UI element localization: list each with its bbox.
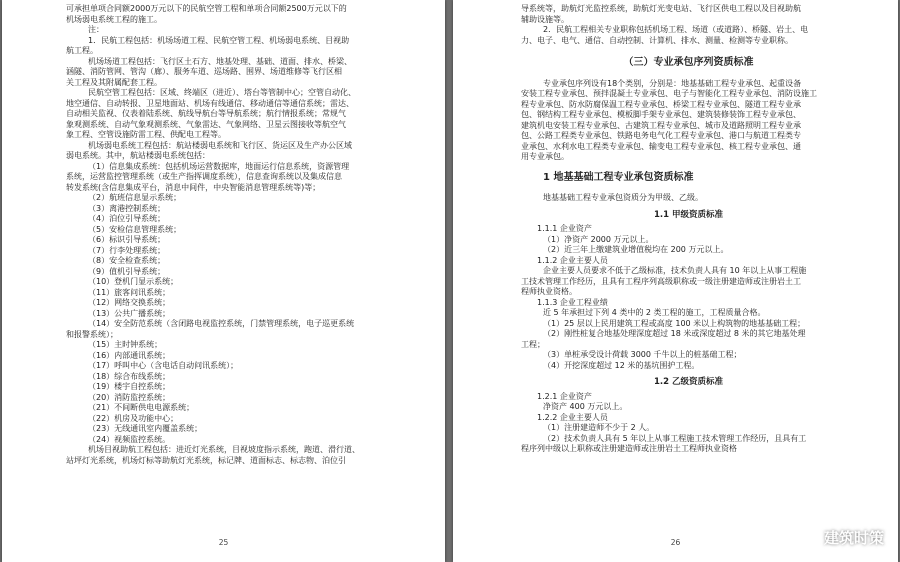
text-line: 程序列中级以上职称或注册建造师或注册岩土工程师执业资格 (521, 444, 737, 453)
text-line: 建筑机电安装工程专业承包、古建筑工程专业承包、城市及道路照明工程专业承 (521, 120, 801, 130)
watermark (799, 527, 884, 548)
list-item: （14）安全防范系统（含闭路电视监控系统，门禁管理系统，电子巡更系统 (88, 319, 355, 328)
text-line: 业承包、水利水电工程类专业承包、输变电工程专业承包、核工程专业承包、通 (521, 141, 801, 151)
text-line: 2．民航工程相关专业职称包括机场工程、场道（或道路）、桥隧、岩土、电 (543, 25, 809, 34)
text-line: 关工程及其附属配套工程。 (66, 77, 162, 87)
wechat-logo-icon (799, 528, 819, 548)
list-item: （20）消防监控系统； (88, 392, 171, 402)
text-line: 系统，运营监控管理系统（或生产指挥调度系统），信息查询系统以及集成信息 (66, 172, 342, 181)
text-line: （2）技术负责人具有 5 年以上从事工程施工技术管理工作经历，且具有工 (543, 433, 807, 443)
text-line: 注： (88, 25, 104, 34)
text-line: 专业承包序列设有18个类别，分别是：地基基础工程专业承包、起重设备 (543, 78, 802, 88)
page-number: 25 (218, 537, 229, 547)
text-line: 工程； (521, 339, 545, 349)
list-item: （16）内部通讯系统； (88, 350, 171, 360)
text-line: （1）注册建造师不少于 2 人。 (543, 423, 655, 432)
text-line: 企业主要人员要求不低于乙级标准，技术负责人具有 10 年以上从事工程施 (543, 266, 807, 275)
list-item: （9）值机引导系统； (88, 266, 166, 276)
text-line: 1．民航工程包括：机场场道工程、民航空管工程、机场弱电系统、目视助 (88, 35, 350, 45)
page-number: 26 (670, 537, 681, 547)
text-line: 转发系统(含信息集成平台，消息中间件，中央智能消息管理系统等)等； (66, 182, 321, 192)
text-line: 1.2.2 企业主要人员 (537, 412, 608, 422)
text-line: 象工程、空管设施防雷工程、供配电工程等。 (66, 130, 226, 139)
level-title: 1.1 甲级资质标准 (653, 209, 724, 220)
text-line: 站坪灯光系统，机场灯标等助航灯光系统，标记牌、道面标志、标志物、泊位引 (66, 455, 346, 465)
list-item: （2）航班信息显示系统； (88, 193, 182, 202)
text-line: 可承担单项合同额2000万元以下的民航空管工程和单项合同额2500万元以下的 (66, 4, 347, 13)
text-line: 民航空管工程包括：区域、终端区（进近）、塔台等管制中心；空管自动化、 (88, 88, 356, 97)
list-item: （11）旅客问讯系统； (88, 287, 171, 297)
list-item: （13）公共广播系统； (88, 308, 171, 318)
list-item: （18）综合布线系统； (88, 371, 171, 381)
text-line: 1.1.3 企业工程业绩 (537, 297, 608, 307)
list-item: （22）机房及功能中心； (88, 413, 179, 423)
list-item: （12）网络交换系统； (88, 298, 171, 307)
text-line: 力、电子、电气、通信、自动控制、计算机、排水、测量、检测等专业职称。 (521, 35, 793, 45)
text-line: 地空通信、自动转报、卫星地面站、机场有线通信、移动通信等通信系统；雷达、 (66, 98, 354, 108)
document-page-right (453, 0, 898, 562)
text-line: 工技术管理工作经历，且具有工程序列高级职称或一级注册建造师或注册岩土工 (521, 276, 801, 286)
list-item: （7）行李处理系统； (88, 245, 166, 255)
text-line: 安装工程专业承包、预拌混凝土专业承包、电子与智能化工程专业承包、消防设施工 (521, 89, 817, 98)
text-line: 机场弱电系统工程包括：航站楼弱电系统和飞行区、货运区及生产办公区域 (88, 140, 352, 150)
text-line: 机场弱电系统工程的施工。 (66, 14, 162, 24)
list-item: （21）不间断供电电源系统； (88, 403, 195, 412)
text-line: 近 5 年承担过下列 4 类中的 2 类工程的施工，工程质量合格。 (543, 308, 766, 317)
text-line: （2）近三年上缴建筑业增值税均在 200 万元以上。 (543, 245, 729, 254)
text-line: 弱电系统。其中，航站楼弱电系统包括： (66, 151, 210, 160)
text-line: 净资产 400 万元以上。 (543, 402, 628, 411)
text-line: 用专业承包。 (521, 152, 569, 161)
text-line: 象观测系统、自动气象观测系统、气象雷达、气象网络、卫星云图接收等航空气 (66, 119, 346, 129)
subsection-title: 1 地基基础工程专业承包资质标准 (543, 171, 694, 183)
list-item: （8）安全检查系统； (88, 256, 166, 265)
text-line: 涵隧、消防管网、管沟（廊）、服务车道、巡场路、围界、场道维修等飞行区相 (66, 67, 342, 76)
text-line: 包、公路工程类专业承包、铁路电务电气化工程专业承包、港口与航道工程类专 (521, 131, 801, 140)
text-line: 1.1.2 企业主要人员 (537, 255, 608, 265)
list-item: （19）楼宇自控系统； (88, 382, 171, 391)
list-item: 和报警系统）； (66, 329, 118, 339)
text-line: （3）单桩承受设计荷载 3000 千牛以上的桩基础工程； (543, 350, 742, 359)
list-item: （15）主时钟系统； (88, 340, 163, 349)
list-item: （5）安检信息管理系统； (88, 224, 182, 234)
text-line: 航工程。 (66, 46, 98, 55)
text-line: （1）25 层以上民用建筑工程或高度 100 米以上构筑物的地基基础工程； (543, 318, 806, 328)
text-line: 包、钢结构工程专业承包、模板脚手架专业承包、建筑装修装饰工程专业承包、 (521, 110, 801, 119)
list-item: （23）无线通讯室内覆盖系统； (88, 424, 203, 433)
text-line: 程师执业资格。 (521, 287, 577, 296)
watermark-text: 建筑时策 (823, 529, 884, 547)
page-left-content (66, 4, 396, 466)
text-line: （4）开挖深度超过 12 米的基坑围护工程。 (543, 360, 700, 370)
text-line: 1.2.1 企业资产 (537, 391, 592, 401)
text-line: （1）信息集成系统：包括机场运营数据库，地面运行信息系统，资源管理 (88, 161, 350, 171)
text-line: 程专业承包、防水防腐保温工程专业承包、桥梁工程专业承包、隧道工程专业承 (521, 99, 801, 109)
list-item: （10）登机门显示系统； (88, 277, 179, 286)
text-line: 1.1.1 企业资产 (537, 224, 592, 233)
list-item: （17）呼叫中心（含电话自动问讯系统）； (88, 361, 239, 370)
section-title: （三）专业承包序列资质标准 (623, 57, 754, 68)
list-item: （4）泊位引导系统； (88, 214, 166, 223)
text-line: 自动相关监视、仪表着陆系统、航线导航台等导航系统；航行情报系统；常规气 (66, 109, 346, 118)
text-line: 导系统等，助航灯光监控系统，助航灯光变电站、飞行区供电工程以及目视助航 (521, 4, 801, 13)
text-line: （2）刚性桩复合地基处理深度超过 18 米或深度超过 8 米的其它地基处理 (543, 329, 806, 338)
list-item: （24）视频监控系统。 (88, 434, 171, 444)
text-line: 地基基础工程专业承包资质分为甲级、乙级。 (543, 193, 703, 202)
level-title: 1.2 乙级资质标准 (653, 377, 724, 387)
page-right-content (521, 4, 856, 455)
text-line: （1）净资产 2000 万元以上。 (543, 234, 654, 244)
text-line: 机场场道工程包括：飞行区土石方、地基处理、基础、道面、排水、桥梁、 (88, 56, 352, 66)
text-line: 机场目视助航工程包括：进近灯光系统，目视坡度指示系统，跑道、滑行道、 (88, 445, 360, 454)
list-item: （3）离港控制系统； (88, 203, 166, 213)
text-line: 辅助设施等。 (521, 14, 569, 24)
list-item: （6）标识引导系统； (88, 235, 166, 244)
document-page-left (2, 0, 445, 562)
